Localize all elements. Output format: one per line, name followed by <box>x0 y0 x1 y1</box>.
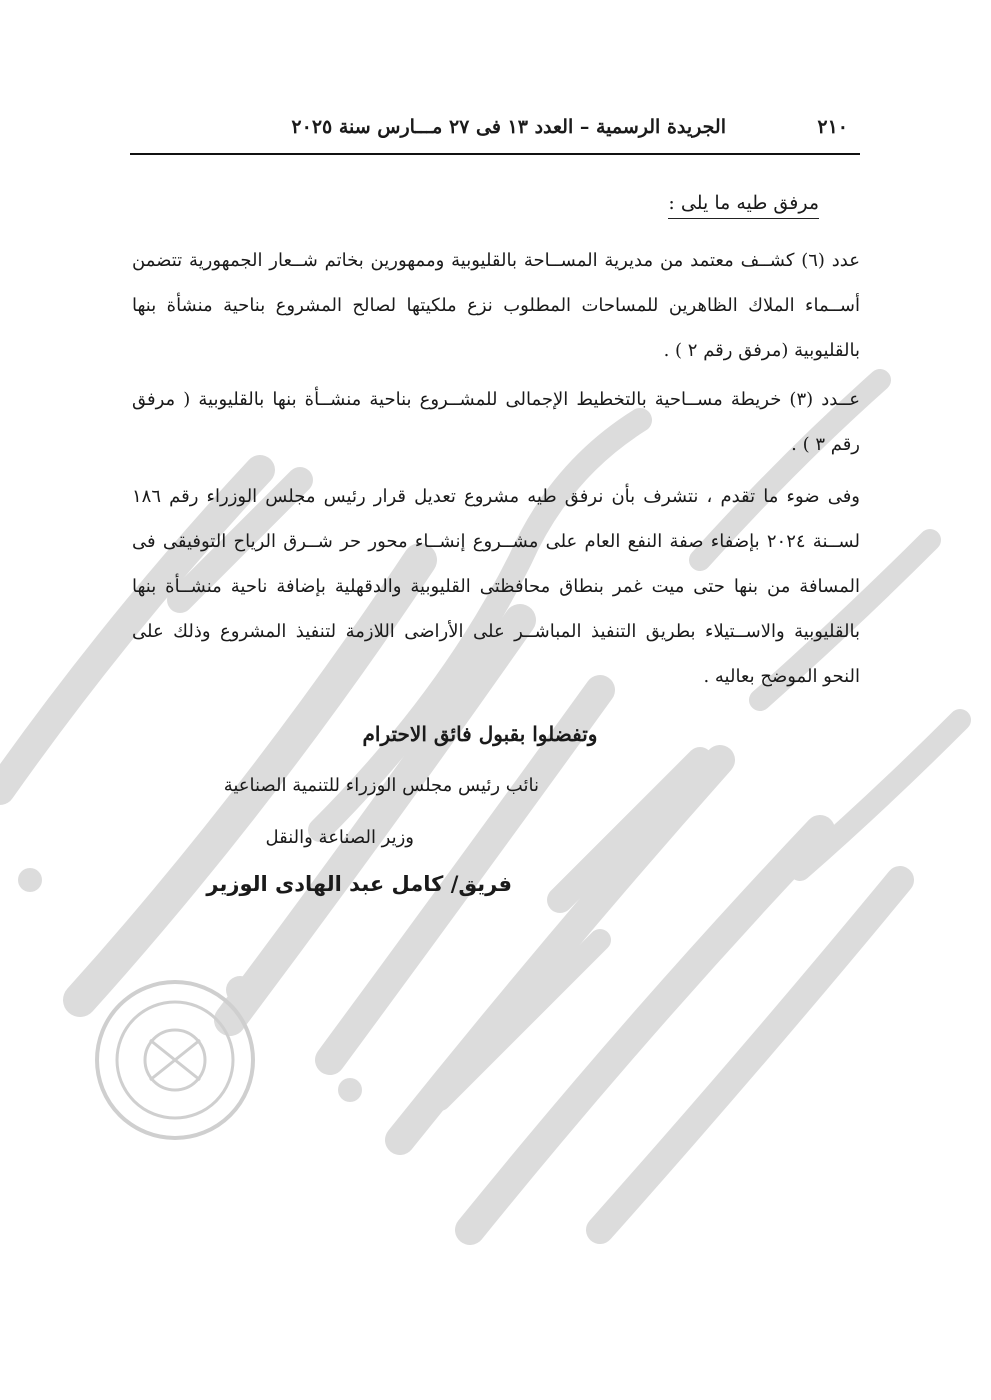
page-header <box>130 112 858 148</box>
page-number: ٢١٠ <box>817 116 848 138</box>
signatory-name: فريق/ كامل عبد الهادى الوزير <box>206 872 512 896</box>
closing-salutation: وتفضلوا بقبول فائق الاحترام <box>362 722 598 746</box>
paragraph-attachment-2: عــدد (٣) خريطة مســاحية بالتخطيط الإجمالى للمشــروع بناحية منشــأة بنها بالقليوبية ( مرفق رقم ٣ ) . <box>132 389 860 455</box>
attachments-heading: مرفق طيه ما يلى : <box>668 192 819 219</box>
paragraph-main-request: وفى ضوء ما تقدم ، نتشرف بأن نرفق طيه مشروع تعديل قرار رئيس مجلس الوزراء رقم ١٨٦ لســنة ٢٠٢٤ بإضفاء صفة النفع العام على مشــروع إنشــاء محور حر شــرق الرياح التوفيقى فى المسافة من بنها حتى ميت غمر بنطاق محافظتى القليوبية والدقهلية بإضافة ناحية منشــأة بنها بالقليوبية والاســتيلاء بطريق التنفيذ المباشــر على الأراضى اللازمة لتنفيذ المشروع وذلك على النحو الموضح بعاليه . <box>132 486 860 687</box>
gazette-header-title: الجريدة الرسمية – العدد ١٣ فى ٢٧ مـــارس سنة ٢٠٢٥ <box>291 116 726 138</box>
paragraph-attachment-1: عدد (٦) كشــف معتمد من مديرية المســاحة بالقليوبية وممهورين بخاتم شــعار الجمهورية تتضمن أســماء الملاك الظاهرين للمساحات المطلوب نزع ملكيتها لصالح المشروع بناحية منشأة بنها بالقليوبية (مرفق رقم ٢ ) . <box>132 250 860 361</box>
signatory-title: نائب رئيس مجلس الوزراء للتنمية الصناعية <box>223 775 539 796</box>
signatory-subtitle: وزير الصناعة والنقل <box>265 827 414 848</box>
header-divider <box>130 153 860 155</box>
